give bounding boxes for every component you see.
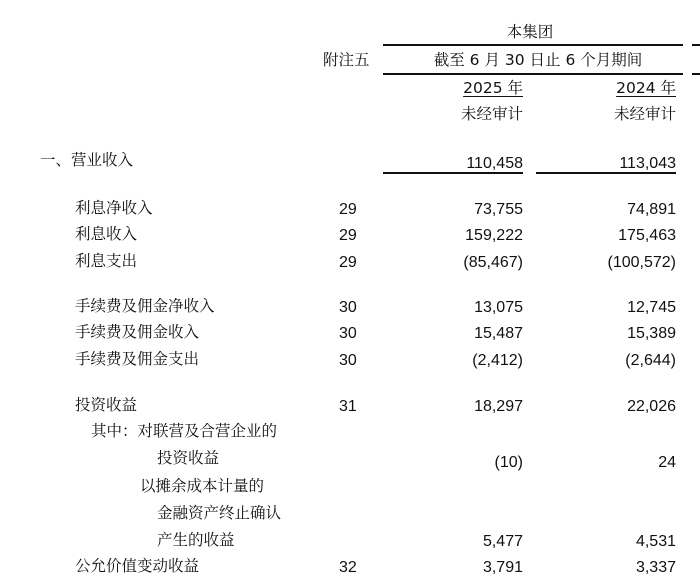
year-2025-header: 2025 年 (463, 79, 523, 97)
group-header: 本集团 (506, 23, 554, 41)
value-2025-operating-income: 110,458 (466, 155, 523, 172)
row-label-fee-income: 手续费及佣金收入 (75, 323, 200, 341)
subtotal-rule-2024 (536, 172, 676, 174)
subtotal-rule-2025 (383, 172, 523, 174)
value-2024-interest-expense: (100,572) (607, 254, 676, 271)
note-column-header: 附注五 (323, 51, 370, 69)
note-investment-income: 31 (339, 398, 357, 415)
value-2024-interest-income: 175,463 (618, 227, 676, 244)
value-2025-interest-expense: (85,467) (463, 254, 523, 271)
audit-status-2024: 未经审计 (613, 105, 676, 123)
value-2025-fee-expense: (2,412) (472, 352, 523, 369)
value-2025-net-interest-income: 73,755 (474, 201, 523, 218)
group-header-rule (383, 44, 683, 46)
row-label-amortised-cost: 以摊余成本计量的 (140, 477, 265, 495)
note-fee-income: 30 (339, 325, 357, 342)
row-label-net-fee-income: 手续费及佣金净收入 (75, 297, 215, 315)
row-label-of-which-associates: 其中：对联营及合营企业的 (91, 422, 278, 440)
period-header-rule-continued (692, 73, 700, 75)
row-label-interest-expense: 利息支出 (75, 252, 138, 270)
note-net-fee-income: 30 (339, 299, 357, 316)
value-2025-fair-value-gains: 3,791 (482, 559, 523, 576)
group-header-rule-continued (692, 44, 700, 46)
audit-status-2025: 未经审计 (460, 105, 523, 123)
value-2024-net-interest-income: 74,891 (627, 201, 676, 218)
value-2024-fee-expense: (2,644) (625, 352, 676, 369)
value-2024-fair-value-gains: 3,337 (635, 559, 676, 576)
row-label-fair-value-gains: 公允价值变动收益 (75, 557, 200, 575)
value-2024-operating-income: 113,043 (619, 155, 676, 172)
value-2024-net-fee-income: 12,745 (627, 299, 676, 316)
value-2024-derecognition-gains: 4,531 (635, 533, 676, 550)
note-fee-expense: 30 (339, 352, 357, 369)
year-2024-header: 2024 年 (616, 79, 676, 97)
value-2024-fee-income: 15,389 (627, 325, 676, 342)
value-2024-associates-investment-income: 24 (658, 454, 676, 471)
row-label-derecognition-gains: 产生的收益 (157, 531, 235, 549)
row-label-derecognition: 金融资产终止确认 (157, 504, 282, 522)
value-2025-associates-investment-income: (10) (494, 454, 523, 471)
note-net-interest-income: 29 (339, 201, 357, 218)
value-2025-interest-income: 159,222 (465, 227, 523, 244)
value-2025-net-fee-income: 13,075 (474, 299, 523, 316)
value-2025-derecognition-gains: 5,477 (482, 533, 523, 550)
note-fair-value-gains: 32 (339, 559, 357, 576)
row-label-investment-income: 投资收益 (75, 396, 138, 414)
period-header: 截至 6 月 30 日止 6 个月期间 (433, 51, 643, 69)
period-header-rule (383, 73, 683, 75)
row-label-associates-investment-income: 投资收益 (157, 449, 220, 467)
value-2024-investment-income: 22,026 (627, 398, 676, 415)
row-label-fee-expense: 手续费及佣金支出 (75, 350, 200, 368)
row-label-net-interest-income: 利息净收入 (75, 199, 153, 217)
note-interest-expense: 29 (339, 254, 357, 271)
value-2025-investment-income: 18,297 (474, 398, 523, 415)
value-2025-fee-income: 15,487 (474, 325, 523, 342)
row-label-interest-income: 利息收入 (75, 225, 138, 243)
row-label-operating-income: 一、营业收入 (40, 151, 134, 169)
note-interest-income: 29 (339, 227, 357, 244)
